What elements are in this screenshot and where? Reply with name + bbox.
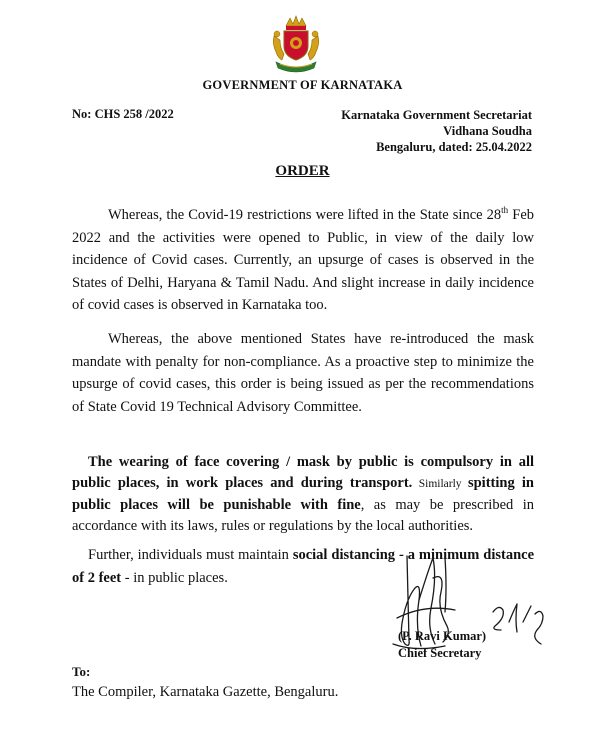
- government-title: GOVERNMENT OF KARNATAKA: [202, 78, 403, 92]
- address-line: Karnataka Government Secretariat: [341, 108, 532, 122]
- para3-small: Similarly: [412, 478, 468, 490]
- recipient-text: The Compiler, Karnataka Gazette, Bengaluru.: [72, 684, 339, 700]
- para3-text: , as may be prescribed in accordance with its laws, rules or regulations by the local authorities.: [72, 497, 534, 534]
- para1-superscript: th: [501, 205, 509, 216]
- para4-bold: social distancing - a minimum distance of 2 feet: [72, 547, 535, 586]
- signatory-designation: Chief Secretary: [398, 646, 482, 660]
- para4-text-b: - in public places.: [121, 569, 228, 586]
- recipient-label: To:: [72, 664, 91, 679]
- paragraph-covid-restrictions: [72, 204, 534, 317]
- para1-text-a: Whereas, the Covid-19 restrictions were lifted in the State since 28: [108, 207, 502, 223]
- address-line: Vidhana Soudha: [443, 124, 532, 138]
- para3-bold-a: The wearing of face covering / mask by public is compulsory in all public places, in work places and during transport.: [72, 454, 534, 491]
- para1-text-b: Feb 2022 and the activities were opened to Public, in view of the daily low incidence of Covid cases. Currently, an upsurge of cases is observed in the States of Delhi, Haryana & Tamil Nadu. And slight increase in daily incidence of covid cases is observed in Karnataka too.: [72, 207, 535, 313]
- paragraph-mask-mandate: [72, 328, 534, 418]
- order-heading: ORDER: [275, 163, 330, 179]
- para2-text: Whereas, the above mentioned States have re-introduced the mask mandate with penalty for non-compliance. As a proactive step to minimize the upsurge of covid cases, this order is being issued as per the recommendations of State Covid 19 Technical Advisory Committee.: [72, 331, 534, 415]
- paragraph-compulsory-mask: [72, 452, 534, 537]
- signatory-name: (P. Ravi Kumar): [398, 629, 487, 643]
- signatory: [398, 628, 486, 662]
- reference-number: No: CHS 258 /2022: [72, 107, 174, 121]
- sender-address: [341, 107, 532, 155]
- karnataka-emblem-icon: [268, 14, 324, 76]
- address-date: Bengaluru, dated: 25.04.2022: [376, 140, 532, 154]
- para4-text-a: Further, individuals must maintain: [88, 547, 293, 563]
- para3-bold-b: spitting in public places will be punishable with fine: [72, 475, 534, 513]
